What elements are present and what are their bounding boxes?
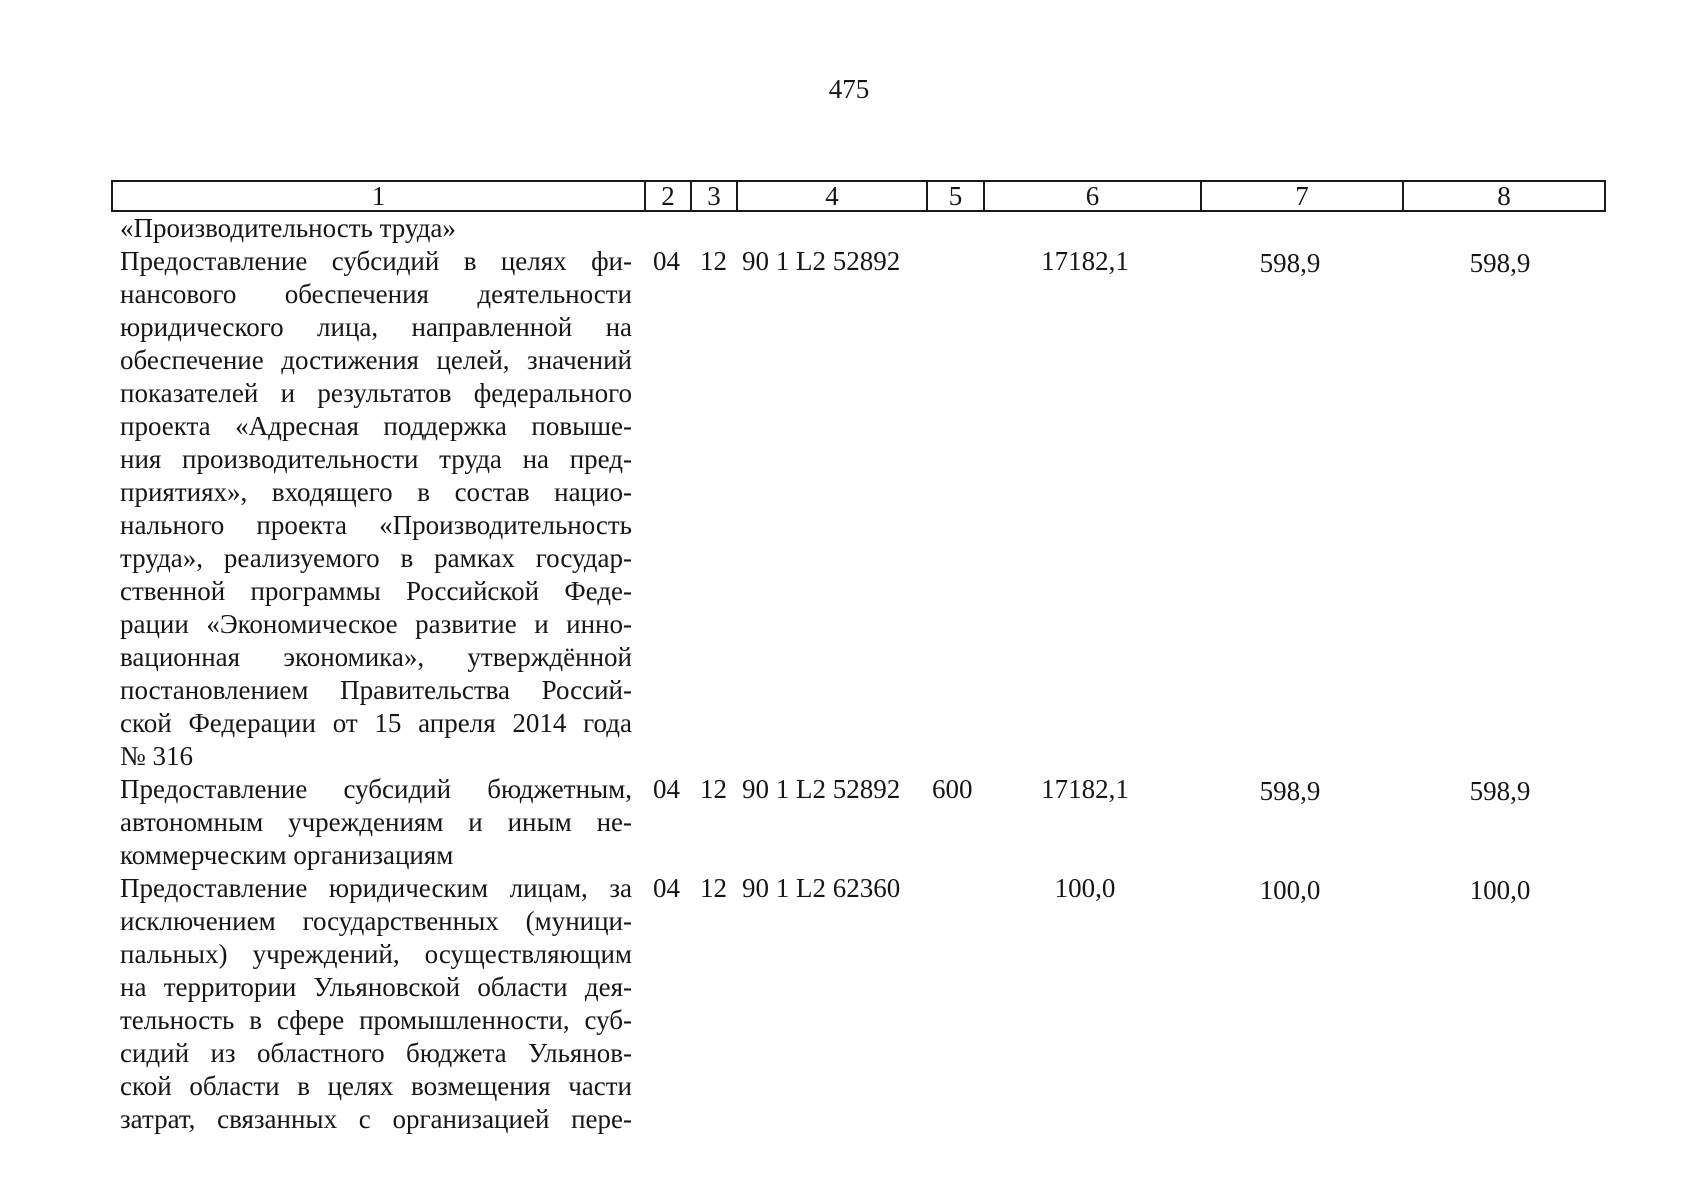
row-3-col-7: 100,0 bbox=[1259, 875, 1321, 905]
description-line: вационная экономика», утверждённой bbox=[120, 642, 632, 672]
description-line: постановлением Правительства Россий- bbox=[120, 675, 632, 705]
description-line: нального проекта «Производительность bbox=[120, 510, 632, 540]
table-row-3-description bbox=[120, 872, 632, 1136]
description-line: показателей и результатов федерального bbox=[120, 378, 632, 408]
description-line: ской Федерации от 15 апреля 2014 года bbox=[120, 708, 632, 738]
row-2-col-5: 600 bbox=[932, 774, 973, 804]
table-row-1-description bbox=[120, 245, 632, 773]
row-1-col-3: 12 bbox=[700, 246, 727, 276]
row-3-col-3: 12 bbox=[700, 873, 727, 903]
row-3-col-4: 90 1 L2 62360 bbox=[742, 873, 901, 903]
description-line: затрат, связанных с организацией пере- bbox=[120, 1104, 632, 1134]
row-2-col-4: 90 1 L2 52892 bbox=[742, 774, 901, 804]
description-line: проекта «Адресная поддержка повыше- bbox=[120, 411, 632, 441]
description-line: «Производительность труда» bbox=[120, 213, 456, 243]
row-2-col-3: 12 bbox=[700, 774, 727, 804]
description-line: исключением государственных (муници- bbox=[120, 906, 632, 936]
description-line: ской области в целях возмещения части bbox=[120, 1071, 632, 1101]
description-line: пальных) учреждений, осуществляющим bbox=[120, 939, 632, 969]
header-col-5: 5 bbox=[928, 182, 985, 210]
description-line: № 316 bbox=[120, 741, 194, 771]
row-1-col-2: 04 bbox=[653, 246, 680, 276]
header-col-6: 6 bbox=[985, 182, 1202, 210]
table-header bbox=[111, 180, 1606, 212]
row-1-col-6: 17182,1 bbox=[1041, 246, 1129, 276]
header-col-3: 3 bbox=[692, 182, 738, 210]
row-2-col-8: 598,9 bbox=[1469, 776, 1531, 806]
description-line: коммерческим организациям bbox=[120, 840, 454, 870]
header-col-2: 2 bbox=[646, 182, 692, 210]
description-line: Предоставление субсидий в целях фи- bbox=[120, 246, 632, 276]
description-line: рации «Экономическое развитие и инно- bbox=[120, 609, 632, 639]
row-3-col-6: 100,0 bbox=[1054, 873, 1116, 903]
page-number: 475 bbox=[828, 74, 870, 104]
description-line: юридического лица, направленной на bbox=[120, 312, 632, 342]
description-line: нансового обеспечения деятельности bbox=[120, 279, 632, 309]
row-1-col-4: 90 1 L2 52892 bbox=[742, 246, 901, 276]
description-line: Предоставление юридическим лицам, за bbox=[120, 873, 632, 903]
header-col-7: 7 bbox=[1202, 182, 1404, 210]
header-col-1: 1 bbox=[113, 182, 646, 210]
row-2-col-7: 598,9 bbox=[1259, 776, 1321, 806]
description-line: на территории Ульяновской области дея- bbox=[120, 972, 632, 1002]
row-2-col-6: 17182,1 bbox=[1041, 774, 1129, 804]
description-line: ния производительности труда на пред- bbox=[120, 444, 632, 474]
row-3-col-2: 04 bbox=[653, 873, 680, 903]
description-line: труда», реализуемого в рамках государ- bbox=[120, 543, 632, 573]
description-line: автономным учреждениям и иным не- bbox=[120, 807, 632, 837]
row-2-col-2: 04 bbox=[653, 774, 680, 804]
row-1-col-7: 598,9 bbox=[1259, 248, 1321, 278]
table-row-0-description bbox=[120, 212, 632, 245]
description-line: тельность в сфере промышленности, суб- bbox=[120, 1005, 632, 1035]
row-1-col-8: 598,9 bbox=[1469, 248, 1531, 278]
description-line: обеспечение достижения целей, значений bbox=[120, 345, 632, 375]
description-line: Предоставление субсидий бюджетным, bbox=[120, 774, 632, 804]
header-col-4: 4 bbox=[738, 182, 928, 210]
table-row-2-description bbox=[120, 773, 632, 872]
description-line: сидий из областного бюджета Ульянов- bbox=[120, 1038, 632, 1068]
header-col-8: 8 bbox=[1497, 181, 1511, 211]
row-3-col-8: 100,0 bbox=[1469, 875, 1531, 905]
description-line: ственной программы Российской Феде- bbox=[120, 576, 632, 606]
description-line: приятиях», входящего в состав нацио- bbox=[120, 477, 632, 507]
